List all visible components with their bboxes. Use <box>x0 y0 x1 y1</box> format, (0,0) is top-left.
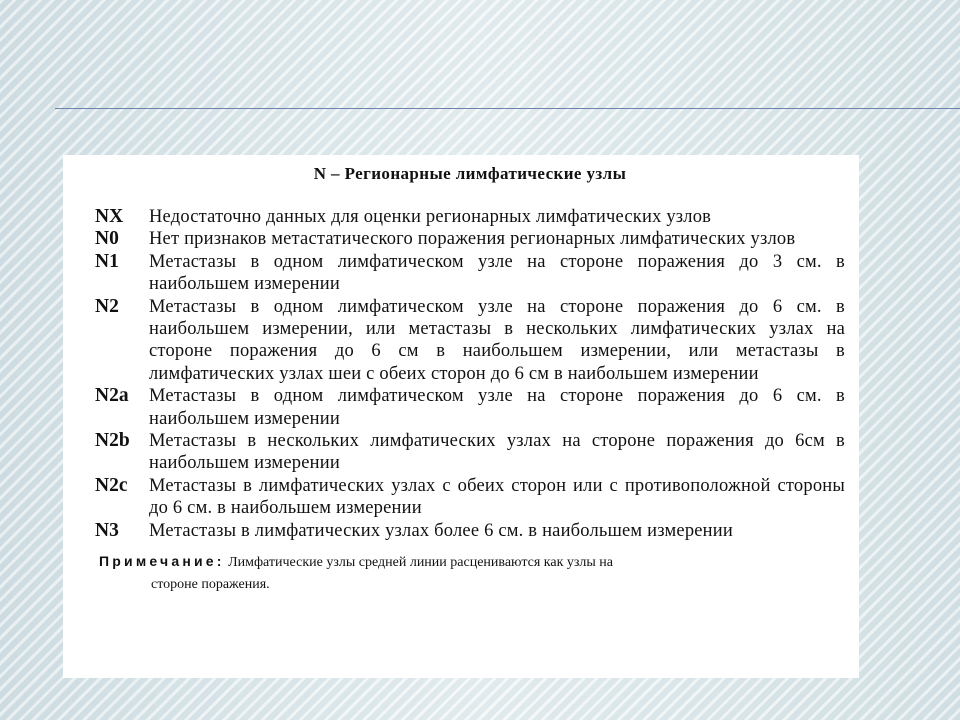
entry-code: N2 <box>95 295 119 317</box>
entry-code: NX <box>95 206 124 227</box>
entry-description: Метастазы в нескольких лимфатических узлах на стороне поражения до 6см в наибольшем измерении <box>149 431 845 474</box>
entry-n2a <box>95 385 845 430</box>
entry-code: N2c <box>95 474 128 496</box>
note-text: Лимфатические узлы средней линии расцениваются как узлы на <box>228 555 613 571</box>
entry-n0 <box>95 228 845 250</box>
entry-description: Нет признаков метастатического поражения регионарных лимфатических узлов <box>149 229 796 250</box>
note-line-1 <box>99 550 845 574</box>
entry-description: Метастазы в одном лимфатическом узле на стороне поражения до 6 см. в наибольшем измерении <box>149 386 845 429</box>
entry-code: N1 <box>95 250 119 272</box>
entry-description: Метастазы в одном лимфатическом узле на стороне поражения до 6 см. в наибольшем измерении, или метастазы в нескольких лимфатических узлах на стороне поражения до 6 см в наибольшем измерении, или метастазы в лимфатических узлах шеи с обеих сторон до 6 см в наибольшем измерении <box>149 296 845 384</box>
note-line-2: стороне поражения. <box>151 577 270 593</box>
entry-code: N2a <box>95 385 129 407</box>
entry-code: N2b <box>95 430 130 452</box>
entry-n2c <box>95 475 845 520</box>
note <box>95 550 845 596</box>
entry-code: N0 <box>95 228 119 250</box>
entry-n3 <box>95 520 845 542</box>
note-label: Примечание: <box>99 553 225 570</box>
title-divider-line <box>55 108 960 109</box>
entry-code: N3 <box>95 519 119 541</box>
entry-description: Метастазы в лимфатических узлах более 6 см. в наибольшем измерении <box>149 520 733 541</box>
entry-n1 <box>95 251 845 296</box>
entry-n2b <box>95 430 845 475</box>
entry-description: Метастазы в одном лимфатическом узле на стороне поражения до 3 см. в наибольшем измерении <box>149 251 845 295</box>
entry-n2 <box>95 296 845 386</box>
entry-description: Метастазы в лимфатических узлах с обеих сторон или с противоположной стороны до 6 см. в наибольшем измерении <box>149 475 845 519</box>
document-title: N – Регионарные лимфатические узлы <box>313 164 627 183</box>
entry-nx <box>95 206 845 228</box>
entry-description: Недостаточно данных для оценки регионарных лимфатических узлов <box>149 207 712 227</box>
document-image <box>63 155 859 678</box>
